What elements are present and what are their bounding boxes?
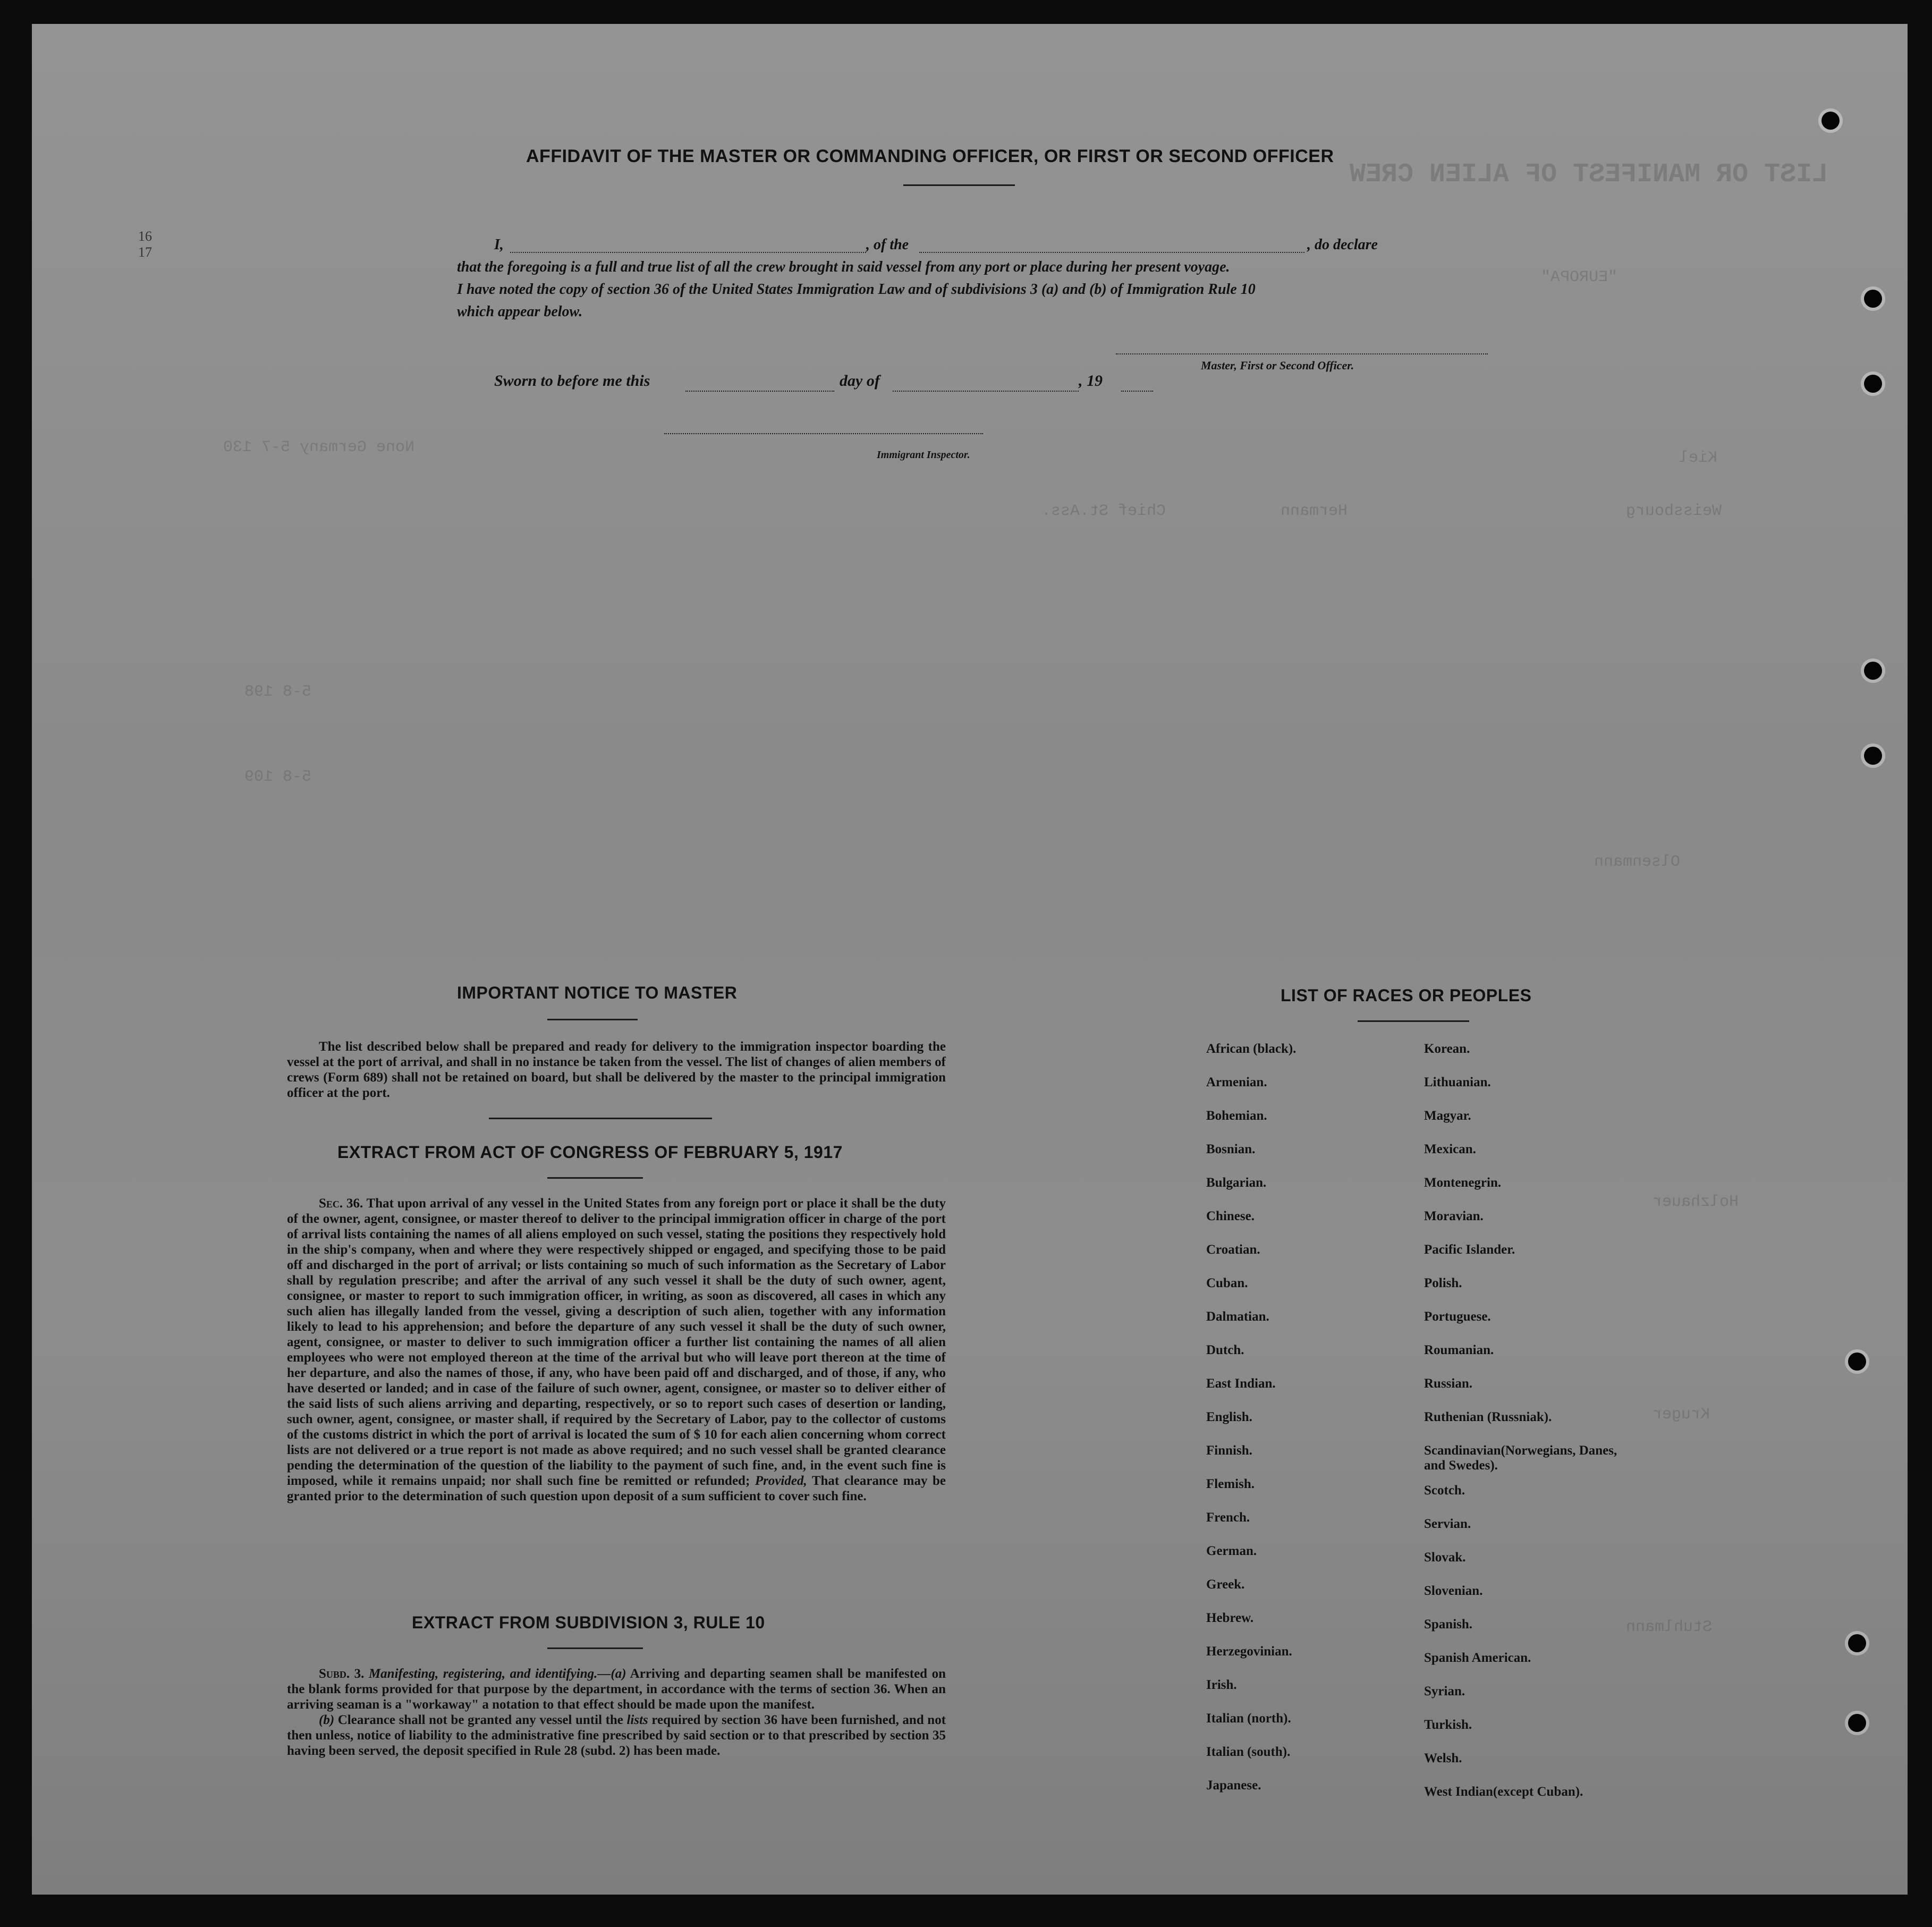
race-item: East Indian.: [1206, 1376, 1276, 1391]
signature-caption: Master, First or Second Officer.: [1201, 359, 1354, 372]
bleed-through-text: Olsenmann: [1594, 853, 1681, 871]
margin-mark: 16 17: [138, 229, 152, 260]
document-page: [32, 24, 1908, 1895]
rule-extract-heading: EXTRACT FROM SUBDIVISION 3, RULE 10: [412, 1613, 765, 1632]
race-item: Chinese.: [1206, 1209, 1255, 1223]
race-item: Bohemian.: [1206, 1109, 1267, 1123]
name-field[interactable]: [510, 252, 866, 253]
sec-label: Sec. 36.: [319, 1196, 363, 1211]
race-item: Welsh.: [1424, 1751, 1462, 1765]
race-item: Servian.: [1424, 1517, 1471, 1531]
bleed-through-text: 5-8 198: [244, 683, 312, 701]
race-item: West Indian(except Cuban).: [1424, 1785, 1583, 1799]
affidavit-line-3: I have noted the copy of section 36 of the United States Immigration Law and of subdivisions 3 (a) and (b) of Immigration Rule 10: [457, 281, 1256, 298]
affidavit-line-4: which appear below.: [457, 303, 583, 320]
subd-title: Manifesting, registering, and identifying.—(a): [368, 1667, 626, 1681]
para-b-text-1: Clearance shall not be granted any vessel until the: [337, 1713, 623, 1727]
race-item: Scandinavian(Norwegians, Danes, and Swedes).: [1424, 1443, 1617, 1473]
race-item: Ruthenian (Russniak).: [1424, 1410, 1552, 1424]
para-b-label: (b): [319, 1713, 335, 1727]
race-item: Spanish.: [1424, 1617, 1473, 1632]
race-item: English.: [1206, 1410, 1252, 1424]
affidavit-heading: AFFIDAVIT OF THE MASTER OR COMMANDING OFFICER, OR FIRST OR SECOND OFFICER: [526, 146, 1334, 166]
inspector-signature-field[interactable]: [664, 433, 983, 434]
race-item: Herzegovinian.: [1206, 1644, 1292, 1659]
bleed-through-text: 5-8 109: [244, 768, 312, 786]
sworn-year-field[interactable]: [1121, 391, 1153, 392]
race-item: Hebrew.: [1206, 1611, 1254, 1625]
race-item: Slovenian.: [1424, 1584, 1483, 1598]
bleed-through-text: Kruger: [1653, 1406, 1710, 1424]
race-item: Slovak.: [1424, 1550, 1466, 1565]
heading-rule: [903, 184, 1015, 186]
binder-hole: [1864, 747, 1882, 765]
race-item: German.: [1206, 1544, 1257, 1558]
race-item: Magyar.: [1424, 1109, 1471, 1123]
affidavit-line-2: that the foregoing is a full and true list of all the crew brought in said vessel from any port or place during her present voyage.: [457, 259, 1230, 275]
race-item: Montenegrin.: [1424, 1176, 1502, 1190]
race-item: Italian (south).: [1206, 1745, 1291, 1759]
act-extract-heading: EXTRACT FROM ACT OF CONGRESS OF FEBRUARY 5, 1917: [337, 1143, 843, 1162]
year-label: , 19: [1079, 372, 1103, 390]
race-item: Scotch.: [1424, 1483, 1465, 1498]
do-declare-label: , do declare: [1307, 236, 1378, 253]
bleed-through-text: Holzhauer: [1653, 1193, 1739, 1211]
race-item: Flemish.: [1206, 1477, 1255, 1491]
race-item: Roumanian.: [1424, 1343, 1494, 1357]
race-item: Moravian.: [1424, 1209, 1484, 1223]
section-divider: [489, 1118, 712, 1119]
race-item: Irish.: [1206, 1678, 1237, 1692]
race-item: French.: [1206, 1510, 1250, 1525]
subd-para-a: [287, 1666, 946, 1712]
race-item: Russian.: [1424, 1376, 1473, 1391]
act-extract-text: [287, 1196, 946, 1504]
binder-hole: [1864, 290, 1882, 308]
race-item: Dalmatian.: [1206, 1309, 1269, 1324]
race-item: Croatian.: [1206, 1243, 1260, 1257]
race-item: Mexican.: [1424, 1142, 1476, 1156]
day-of-label: day of: [840, 372, 880, 390]
race-item: Finnish.: [1206, 1443, 1252, 1458]
race-item: Turkish.: [1424, 1718, 1472, 1732]
race-item: Cuban.: [1206, 1276, 1248, 1290]
inspector-caption: Immigrant Inspector.: [877, 449, 970, 461]
race-item: African (black).: [1206, 1042, 1297, 1056]
sworn-day-field[interactable]: [685, 391, 834, 392]
races-heading: LIST OF RACES OR PEOPLES: [1281, 986, 1532, 1005]
affidavit-line-1: [457, 234, 1509, 256]
binder-hole: [1848, 1714, 1866, 1732]
sec-36-text: That upon arrival of any vessel in the United States from any foreign port or place it shall be the duty of the owner, agent, consignee, or master thereof to deliver to the principal immigration officer in charge of the port of arrival lists containing the names of all aliens employed on such vessel, stating the positions they respectively hold in the ship's company, when and where they were respectively shipped or engaged, and specifying those to be paid off and discharged in the port of arrival; or lists containing so much of such information as the Secretary of Labor shall by regulation prescribe; and after the arrival of any such vessel it shall be the duty of such owner, agent, consignee, or master to report to such immigration officer, in writing, as soon as discovered, all cases in which any such alien has illegally landed from the vessel, giving a description of such alien, together with any information likely to lead to his apprehension; and before the departure of any such vessel it shall be the duty of such owner, agent, consignee, or master to deliver to such immigration officer a further list containing the names of all alien employees who were not employed thereon at the time of the arrival but who will leave port thereon at the time of her departure, and also the names of those, if any, who have been paid off and discharged, and of those, if any, who have deserted or landed; and in case of the failure of such owner, agent, consignee, or master so to deliver either of the said lists of such aliens arriving and departing, respectively, or so to report such cases of desertion or landing, such owner, agent, consignee, or master shall, if required by the Secretary of Labor, pay to the collector of customs of the customs district in which the port of arrival is located the sum of $ 10 for each alien concerning whom correct lists are not delivered or a true report is not made as above required; and no such vessel shall be granted clearance pending the determination of the question of the liability to the payment of such fine, and, in the event such fine is imposed, while it remains unpaid; nor shall such fine be remitted or refunded;: [287, 1196, 946, 1488]
sec-36-text-end: That clearance may be granted prior to the determination of such question upon deposit of a sum sufficient to cover such fine.: [287, 1474, 946, 1503]
race-item: Dutch.: [1206, 1343, 1244, 1357]
provided-label: Provided,: [755, 1474, 807, 1488]
race-item: Japanese.: [1206, 1778, 1261, 1793]
race-item: Armenian.: [1206, 1075, 1267, 1089]
race-item: Syrian.: [1424, 1684, 1465, 1698]
subd-para-b: [287, 1712, 946, 1759]
race-item: Bulgarian.: [1206, 1176, 1267, 1190]
para-b-text-2: required by section 36 have been furnished, and not then unless, notice of liability to the administrative fine prescribed by said section or to that prescribed by section 35 having been served, the deposit specified in Rule 28 (subd. 2) has been made.: [287, 1713, 946, 1758]
lists-word: lists: [626, 1713, 648, 1727]
i-label: I,: [494, 236, 504, 253]
affidavit-body: [457, 234, 1509, 323]
bleed-through-text: Stuhlmann: [1626, 1618, 1713, 1636]
race-item: Korean.: [1424, 1042, 1470, 1056]
races-rule: [1358, 1020, 1469, 1022]
race-item: Portuguese.: [1424, 1309, 1491, 1324]
binder-hole: [1864, 662, 1882, 680]
rule-extract-rule: [547, 1647, 643, 1649]
sworn-month-field[interactable]: [893, 391, 1079, 392]
binder-hole: [1864, 375, 1882, 393]
race-item: Pacific Islander.: [1424, 1243, 1515, 1257]
bleed-through-text: Weissbourg: [1626, 502, 1722, 520]
notice-rule: [547, 1019, 638, 1020]
binder-hole: [1848, 1634, 1866, 1652]
bleed-through-title: LIST OR MANIFEST OF ALIEN CREW: [1350, 159, 1828, 190]
binder-hole: [1821, 112, 1840, 130]
bleed-through-text: Chief St.Ass.: [1041, 502, 1166, 520]
sworn-label: Sworn to before me this: [494, 372, 650, 390]
race-item: Lithuanian.: [1424, 1075, 1491, 1089]
race-item: Spanish American.: [1424, 1651, 1531, 1665]
bleed-through-text: None Germany 5-7 130: [223, 438, 415, 457]
of-the-label: , of the: [866, 236, 909, 253]
subd-label: Subd. 3.: [319, 1667, 365, 1681]
act-extract-rule: [547, 1177, 643, 1179]
bleed-through-text: "EUROPA": [1541, 268, 1618, 286]
race-item: Greek.: [1206, 1577, 1245, 1592]
notice-heading: IMPORTANT NOTICE TO MASTER: [457, 983, 738, 1002]
race-item: Bosnian.: [1206, 1142, 1256, 1156]
bleed-through-text: Hermann: [1281, 502, 1348, 520]
vessel-field[interactable]: [919, 252, 1304, 253]
notice-text: The list described below shall be prepared and ready for delivery to the immigration inspector boarding the vessel at the port of arrival, and shall in no instance be taken from the vessel. The list of changes of alien members of crews (Form 689) shall not be retained on board, but shall be delivered by the master to the principal immigration officer at the port.: [287, 1039, 946, 1100]
para-a-text: Arriving and departing seamen shall be manifested on the blank forms provided for that purpose by the department, in accordance with the terms of section 36. When an arriving seaman is a "workaway" a notation to that effect should be made upon the manifest.: [287, 1667, 946, 1712]
rule-extract-text: [287, 1666, 946, 1759]
signature-field[interactable]: [1116, 353, 1488, 354]
bleed-through-text: Kiel: [1679, 449, 1718, 467]
race-item: Polish.: [1424, 1276, 1462, 1290]
race-item: Italian (north).: [1206, 1711, 1291, 1726]
binder-hole: [1848, 1353, 1866, 1371]
